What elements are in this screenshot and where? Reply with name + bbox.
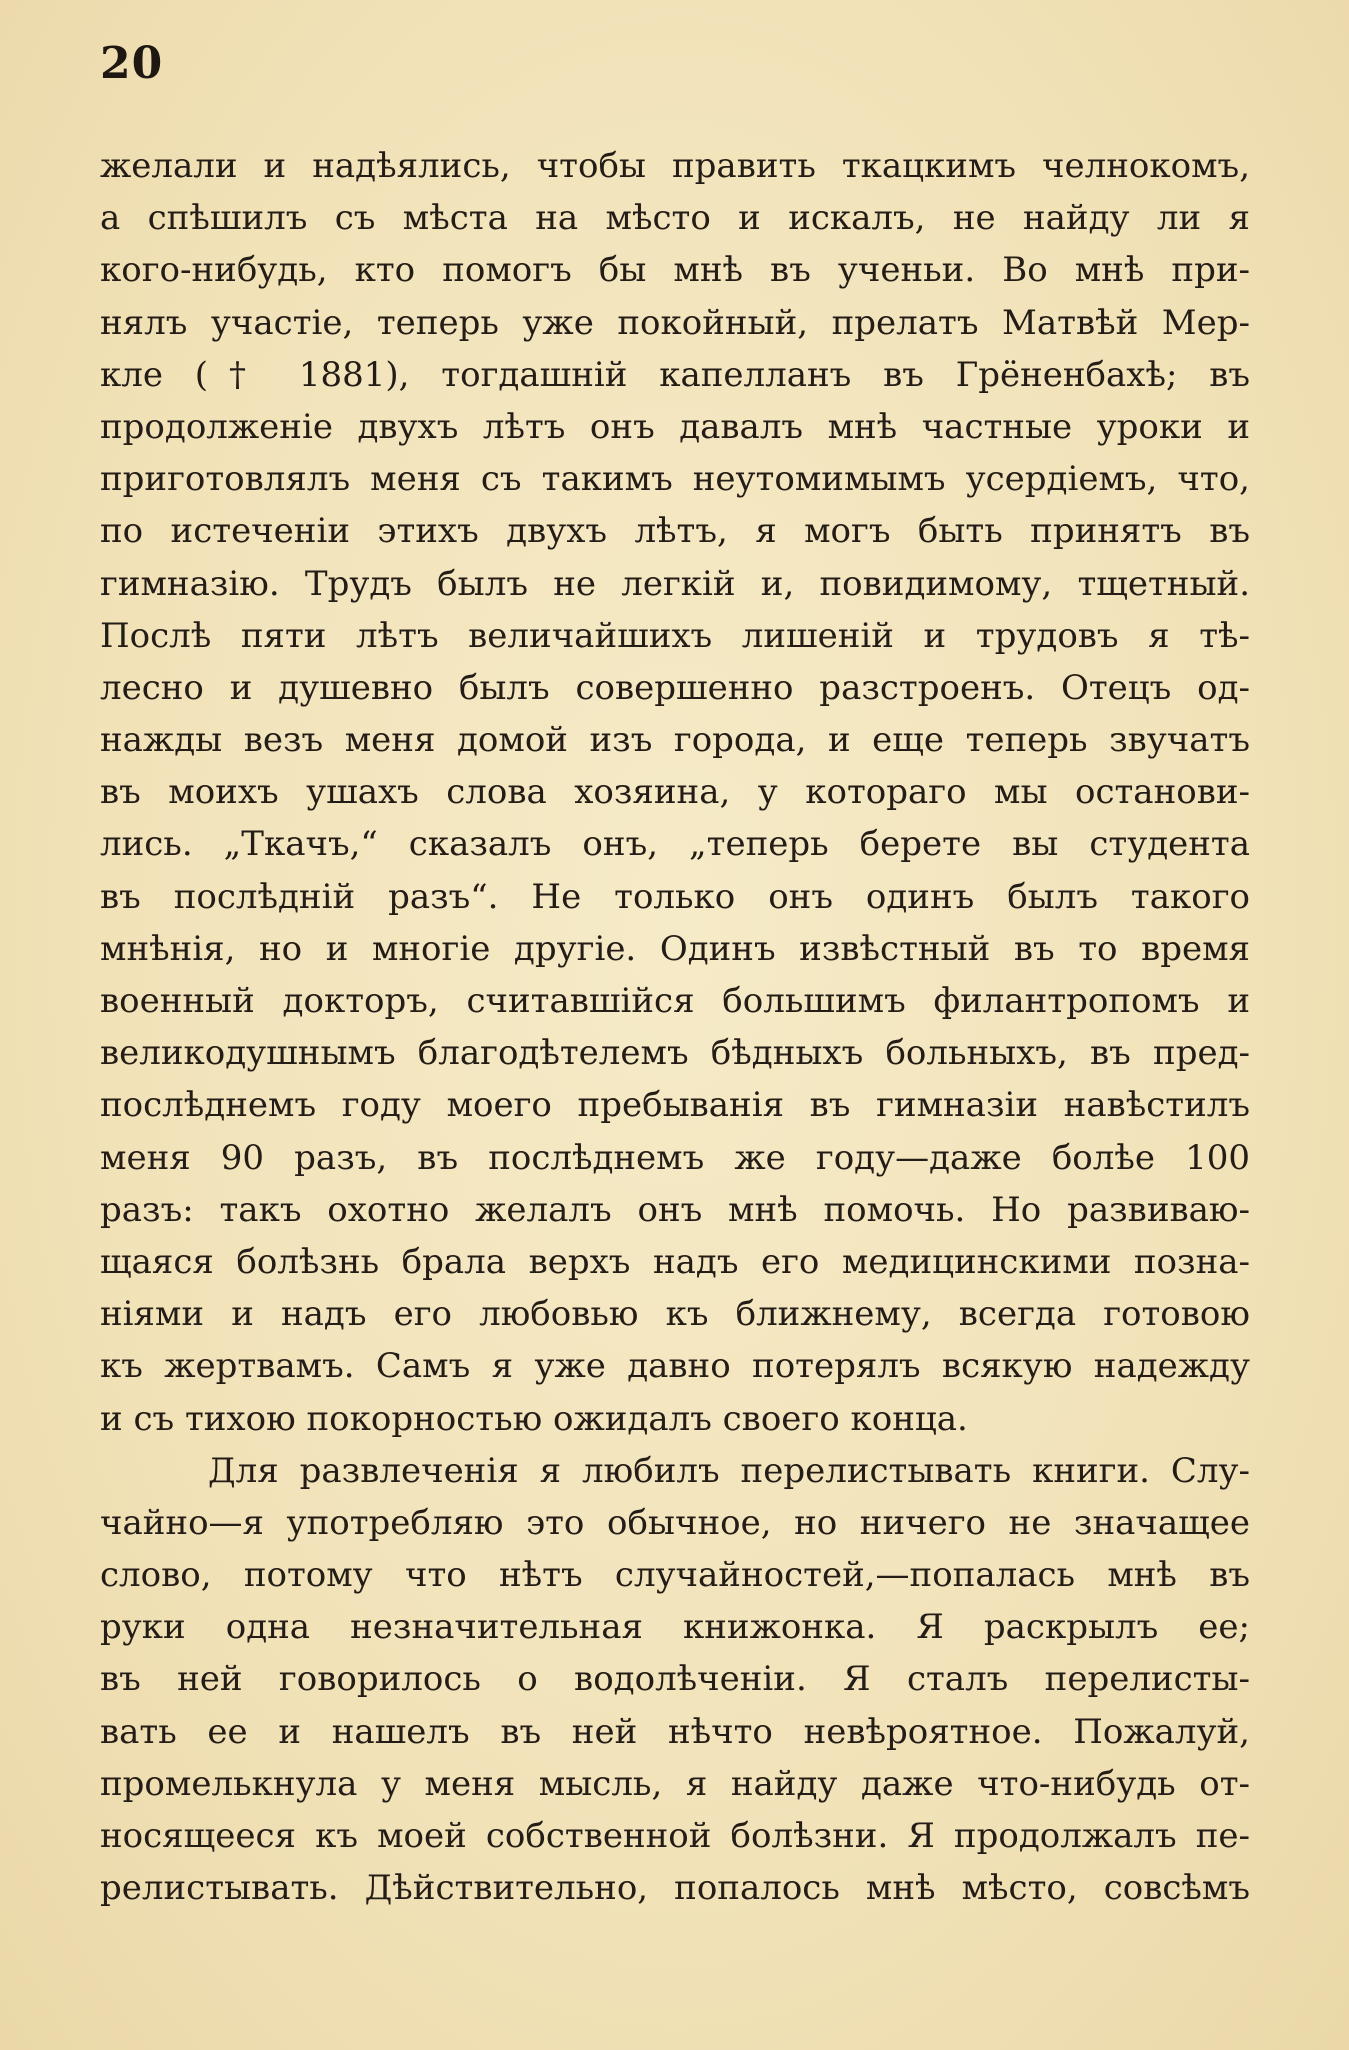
text-block — [100, 140, 1250, 1914]
text-line: а спѣшилъ съ мѣста на мѣсто и искалъ, не найду ли я — [100, 198, 1250, 239]
text-line: кле († 1881), тогдашній капелланъ въ Грёненбахѣ; въ — [100, 354, 1250, 395]
text-line: нялъ участіе, теперь уже покойный, прелатъ Матвѣй Мер- — [100, 302, 1250, 343]
text-line: въ послѣдній разъ“. Не только онъ одинъ былъ такого — [100, 876, 1250, 917]
text-line: продолженіе двухъ лѣтъ онъ давалъ мнѣ частные уроки и — [100, 406, 1250, 447]
text-line: релистывать. Дѣйствительно, попалось мнѣ мѣсто, совсѣмъ — [100, 1868, 1250, 1909]
paragraph-start-line: Для развлеченія я любилъ перелистывать книги. Слу- — [208, 1450, 1250, 1491]
page-number: 20 — [100, 38, 164, 89]
text-line: вать ее и нашелъ въ ней нѣчто невѣроятное. Пожалуй, — [100, 1711, 1250, 1752]
text-line: меня 90 разъ, въ послѣднемъ же году—даже болѣе 100 — [100, 1137, 1250, 1178]
text-line: мнѣнія, но и многіе другіе. Одинъ извѣстный въ то время — [100, 928, 1250, 969]
text-line: ніями и надъ его любовью къ ближнему, всегда готовою — [100, 1294, 1250, 1335]
text-line: нажды везъ меня домой изъ города, и еще теперь звучатъ — [100, 720, 1250, 761]
text-line: гимназію. Трудъ былъ не легкій и, повидимому, тщетный. — [100, 563, 1250, 604]
text-line: желали и надѣялись, чтобы править ткацкимъ челнокомъ, — [100, 146, 1250, 186]
text-line: промелькнула у меня мысль, я найду даже что-нибудь от- — [100, 1763, 1250, 1804]
text-line: кого-нибудь, кто помогъ бы мнѣ въ ученьи. Во мнѣ при- — [100, 250, 1250, 291]
text-line: руки одна незначительная книжонка. Я раскрылъ ее; — [100, 1607, 1250, 1648]
paragraph-end-line: и съ тихою покорностью ожидалъ своего конца. — [100, 1398, 968, 1439]
text-line: лись. „Ткачъ,“ сказалъ онъ, „теперь берете вы студента — [100, 824, 1250, 865]
text-line: въ моихъ ушахъ слова хозяина, у котораго мы останови- — [100, 772, 1250, 813]
text-line: щаяся болѣзнь брала верхъ надъ его медицинскими позна- — [100, 1241, 1250, 1282]
text-line: лесно и душевно былъ совершенно разстроенъ. Отецъ од- — [100, 667, 1250, 708]
text-line: чайно—я употребляю это обычное, но ничего не значащее — [100, 1502, 1250, 1543]
text-line: великодушнымъ благодѣтелемъ бѣдныхъ больныхъ, въ пред- — [100, 1033, 1250, 1074]
text-line: къ жертвамъ. Самъ я уже давно потерялъ всякую надежду — [100, 1346, 1250, 1387]
text-line: носящееся къ моей собственной болѣзни. Я продолжалъ пе- — [100, 1816, 1250, 1856]
text-line: въ ней говорилось о водолѣченіи. Я сталъ перелисты- — [100, 1659, 1250, 1700]
text-line: разъ: такъ охотно желалъ онъ мнѣ помочь. Но развиваю- — [100, 1189, 1250, 1230]
text-line: военный докторъ, считавшійся большимъ филантропомъ и — [100, 981, 1250, 1021]
text-line: слово, потому что нѣтъ случайностей,—попалась мнѣ въ — [100, 1555, 1250, 1596]
text-line: послѣднемъ году моего пребыванія въ гимназіи навѣстилъ — [100, 1085, 1250, 1126]
text-line: по истеченіи этихъ двухъ лѣтъ, я могъ быть принятъ въ — [100, 511, 1250, 552]
text-line: Послѣ пяти лѣтъ величайшихъ лишеній и трудовъ я тѣ- — [100, 615, 1250, 656]
text-line: приготовлялъ меня съ такимъ неутомимымъ усердіемъ, что, — [100, 459, 1250, 500]
